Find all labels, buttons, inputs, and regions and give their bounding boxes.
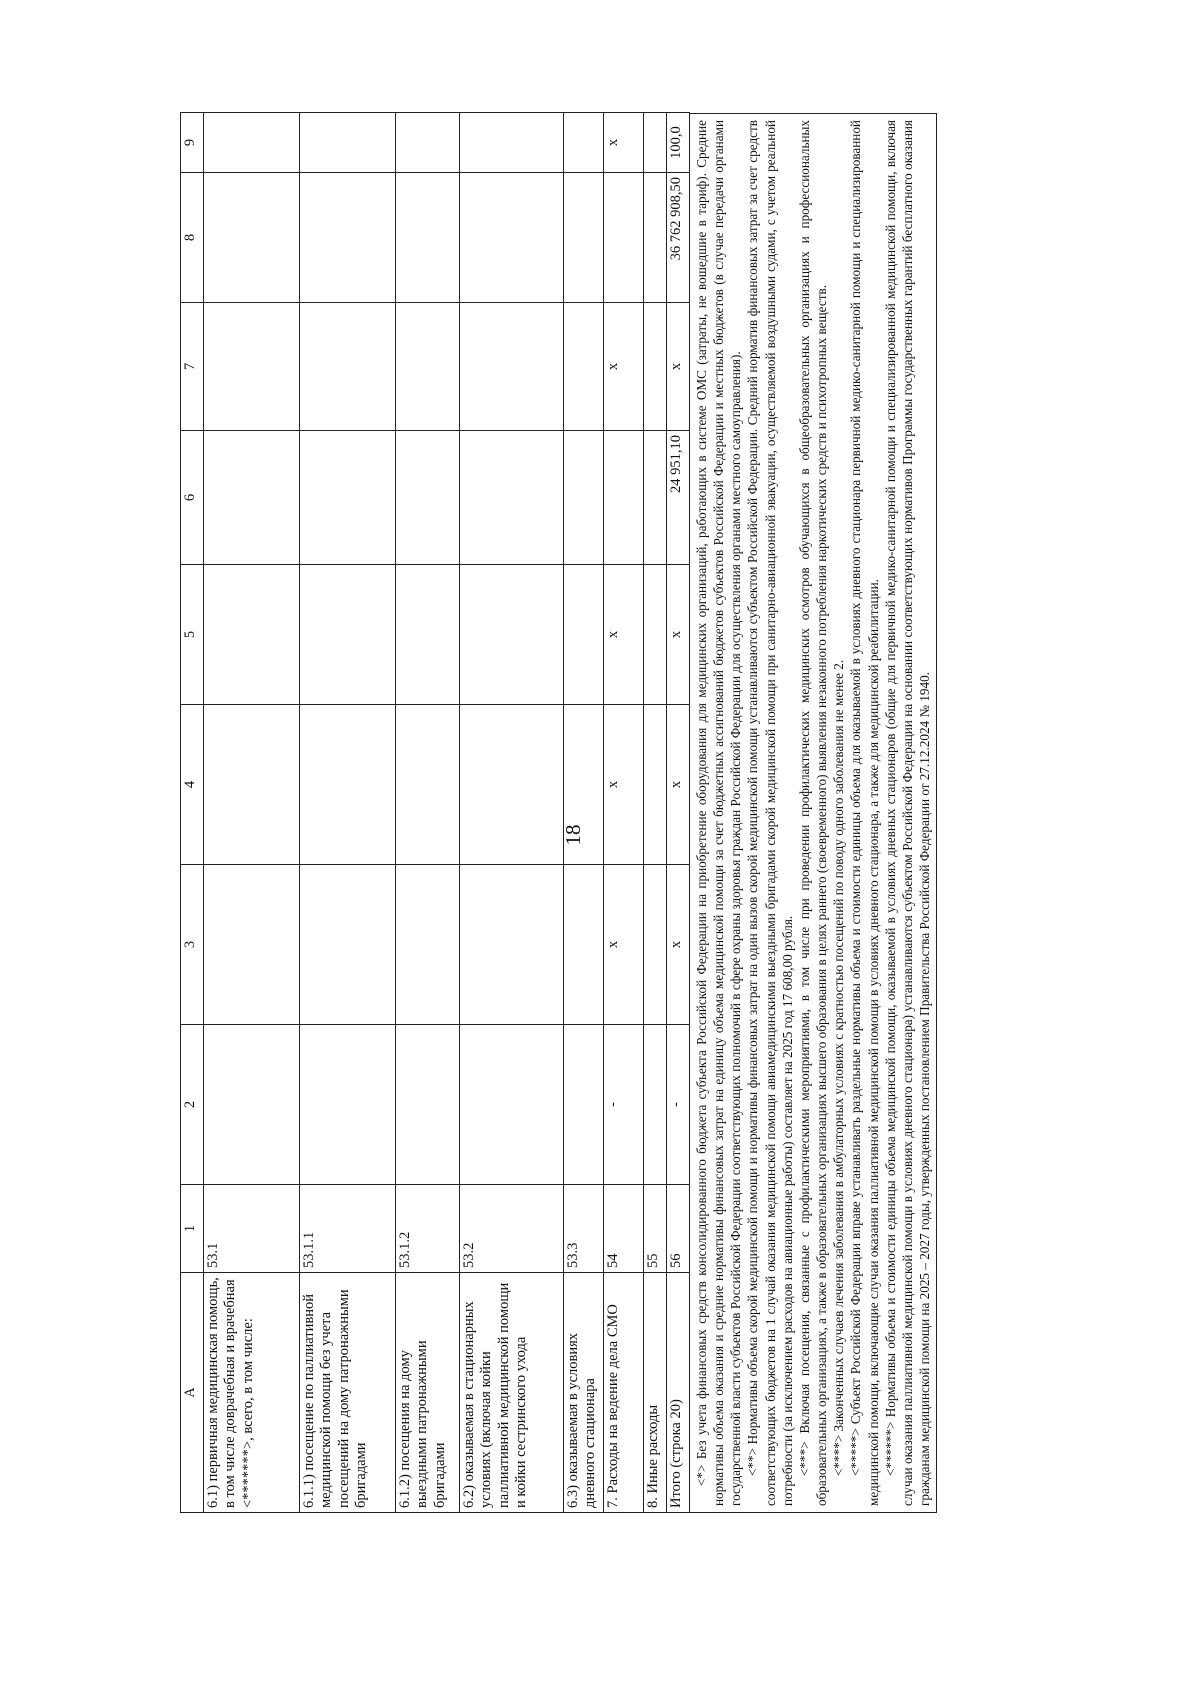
cell: x	[604, 303, 644, 431]
cell	[204, 431, 300, 565]
table-row	[644, 113, 667, 1513]
cell	[460, 431, 564, 565]
cell: x	[667, 865, 690, 1025]
row-code: 53.2	[460, 1185, 564, 1273]
cell	[204, 565, 300, 705]
row-name: 6.1.1) посещение по паллиативной медицинской помощи без учета посещений на дому патронажными бригадами	[300, 1273, 396, 1513]
cell: 100,0	[667, 113, 690, 173]
cell	[460, 303, 564, 431]
cell	[396, 565, 460, 705]
cell: 36 762 908,50	[667, 173, 690, 303]
row-code: 53.3	[564, 1185, 604, 1273]
cell	[300, 565, 396, 705]
row-code: 53.1.1	[300, 1185, 396, 1273]
cell	[644, 431, 667, 565]
cell	[460, 113, 564, 173]
cell	[300, 113, 396, 173]
cell	[204, 303, 300, 431]
cell: x	[667, 705, 690, 865]
row-name: 6.3) оказываемая в условиях дневного стационара	[564, 1273, 604, 1513]
row-code: 54	[604, 1185, 644, 1273]
row-name: 6.1) первичная медицинская помощь, в том числе доврачебная и врачебная <*******>, всего, в том числе:	[204, 1273, 300, 1513]
cell: -	[604, 1025, 644, 1185]
table-row	[604, 113, 644, 1513]
col-header: 6	[181, 431, 204, 565]
cell	[644, 173, 667, 303]
row-name: 8. Иные расходы	[644, 1273, 667, 1513]
cell	[396, 1025, 460, 1185]
cell	[300, 705, 396, 865]
col-header: 4	[181, 705, 204, 865]
cell	[644, 113, 667, 173]
cell	[644, 565, 667, 705]
cell	[460, 705, 564, 865]
cell	[300, 431, 396, 565]
cell	[396, 173, 460, 303]
cell	[460, 1025, 564, 1185]
cell: 24 951,10	[667, 431, 690, 565]
cell: x	[604, 705, 644, 865]
cell	[396, 431, 460, 565]
cell	[460, 565, 564, 705]
row-code: 56	[667, 1185, 690, 1273]
table-row	[460, 113, 564, 1513]
col-header: 7	[181, 303, 204, 431]
cell	[204, 113, 300, 173]
col-header: 3	[181, 865, 204, 1025]
row-code: 53.1.2	[396, 1185, 460, 1273]
footnote: <*> Без учета финансовых средств консолидированного бюджета субъекта Российской Федерации на приобретение оборудования для медицинских организаций, работающих в системе ОМС (затраты, не вошедшие в тариф). Средние нормативы объема оказания и средние нормативы финансовых затрат на единицу объема медицинской помощи за счет бюджетных ассигнований бюджетов субъектов Российской Федерации и местных бюджетов (в случае передачи органами государственной власти субъектов Российской Федерации соответствующих полномочий в сфере охраны здоровья граждан Российской Федерации для осуществления органами местного самоуправления).	[694, 120, 744, 1506]
footnote: <*****> Субъект Российской Федерации вправе устанавливать раздельные нормативы объема и стоимости единицы объема для оказываемой в условиях дневного стационара первичной медико-санитарной помощи и специализированной медицинской помощи, включающие случаи оказания паллиативной медицинской помощи в условиях дневного стационара, а также для медицинской реабилитации.	[848, 120, 881, 1506]
row-code: 53.1	[204, 1185, 300, 1273]
table-row	[564, 113, 604, 1513]
row-name: 7. Расходы на ведение дела СМО	[604, 1273, 644, 1513]
cell: x	[604, 865, 644, 1025]
table-row	[204, 113, 300, 1513]
cell	[460, 865, 564, 1025]
cell	[644, 865, 667, 1025]
cell	[644, 1025, 667, 1185]
cell	[564, 565, 604, 705]
finance-table	[180, 112, 690, 1513]
cell	[300, 865, 396, 1025]
cell	[396, 303, 460, 431]
cell	[564, 113, 604, 173]
cell	[564, 705, 604, 865]
page-number: 18	[561, 824, 585, 846]
footnote: <****> Законченных случаев лечения заболевания в амбулаторных условиях с кратностью посещений по поводу одного заболевания не менее 2.	[831, 659, 847, 1476]
cell	[604, 431, 644, 565]
cell	[564, 173, 604, 303]
table-row	[667, 113, 690, 1513]
cell	[396, 705, 460, 865]
cell	[204, 865, 300, 1025]
col-header: 8	[181, 173, 204, 303]
col-header: 2	[181, 1025, 204, 1185]
col-header: 1	[181, 1185, 204, 1273]
cell: x	[604, 565, 644, 705]
cell: x	[667, 303, 690, 431]
table-row	[300, 113, 396, 1513]
cell	[564, 1025, 604, 1185]
cell	[460, 173, 564, 303]
cell	[204, 1025, 300, 1185]
cell: x	[667, 565, 690, 705]
rotated-sheet	[180, 113, 1100, 1513]
footnote: <***> Включая посещения, связанные с профилактическими мероприятиями, в том числе при проведении профилактических медицинских осмотров обучающихся в общеобразовательных организациях и профессиональных образовательных организациях, а также в образовательных организациях высшего образования в целях раннего (своевременного) выявления незаконного потребления наркотических средств и психотропных веществ.	[796, 120, 830, 1506]
row-name: 6.1.2) посещения на дому выездными патронажными бригадами	[396, 1273, 460, 1513]
table-row	[396, 113, 460, 1513]
cell	[396, 113, 460, 173]
footnotes	[690, 113, 937, 1513]
cell	[300, 1025, 396, 1185]
footnote: <******> Нормативы объема и стоимости единицы объема медицинской помощи, оказываемой в условиях дневных стационаров (общие для первичной медико-санитарной помощи и специализированной медицинской помощи, включая случаи оказания паллиативной медицинской помощи в условиях дневного стационара) устанавливаются субъектом Российской Федерации на основании соответствующих нормативов Программы государственных гарантий бесплатного оказания гражданам медицинской помощи на 2025 – 2027 годы, утвержденных постановлением Правительства Российской Федерации от 27.12.2024 № 1940.	[882, 120, 933, 1506]
row-code: 55	[644, 1185, 667, 1273]
cell	[564, 431, 604, 565]
cell	[396, 865, 460, 1025]
col-header: 5	[181, 565, 204, 705]
cell	[564, 865, 604, 1025]
row-name: Итого (строка 20)	[667, 1273, 690, 1513]
cell	[644, 705, 667, 865]
cell	[300, 303, 396, 431]
cell	[604, 173, 644, 303]
footnote: <**> Нормативы объема скорой медицинской помощи и нормативы финансовых затрат на один вызов скорой медицинской помощи устанавливаются субъектом Российской Федерации. Средний норматив финансовых затрат за счет средств соответствующих бюджетов на 1 случай оказания медицинской помощи авиамедицинскими выездными бригадами скорой медицинской помощи при санитарно-авиационной эвакуации, осуществляемой воздушными судами, с учетом реальной потребности (за исключением расходов на авиационные работы) составляет на 2025 год 17 608,00 рубля.	[745, 120, 795, 1506]
cell: -	[667, 1025, 690, 1185]
header-row	[181, 113, 204, 1513]
cell	[300, 173, 396, 303]
cell: x	[604, 113, 644, 173]
col-header: A	[181, 1273, 204, 1513]
cell	[564, 303, 604, 431]
cell	[644, 303, 667, 431]
cell	[204, 173, 300, 303]
row-name: 6.2) оказываемая в стационарных условиях (включая койки паллиативной медицинской помощи и койки сестринского ухода	[460, 1273, 564, 1513]
cell	[204, 705, 300, 865]
col-header: 9	[181, 113, 204, 173]
